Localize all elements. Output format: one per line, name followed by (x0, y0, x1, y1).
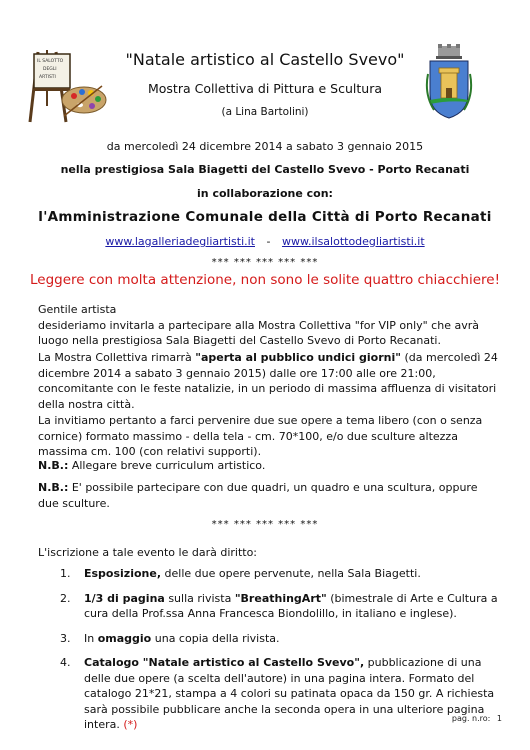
greeting: Gentile artista (38, 303, 117, 316)
logo-sign-line2: DEGLI (43, 67, 57, 72)
list-item (38, 566, 498, 582)
separator-stars-2: *** *** *** *** *** (211, 519, 319, 530)
separator-stars: *** *** *** *** *** (211, 257, 319, 268)
opening-paragraph (38, 350, 498, 412)
salotto-link[interactable]: www.ilsalottodegliartisti.it (281, 235, 425, 248)
event-subtitle: Mostra Collettiva di Pittura e Scultura (147, 81, 383, 96)
item-text: pubblicazione di una delle due opere (a scelta dell'autore) in una pagina intera. Formato del catalogo 21*21, stampa a 4 colori su patinata opaca da 150 gr. A richiesta sarà possibile pubblicare anche la seconda opera in una ulteriore pagina intera. (84, 656, 495, 731)
nb1-text: Allegare breve curriculum artistico. (68, 459, 266, 472)
intro-text: desideriamo invitarla a partecipare alla Mostra Collettiva "for VIP only" che avrà luogo nella prestigiosa Sala Biagetti del Castello Svevo di Porto Recanati. (38, 318, 479, 347)
municipal-administration: l'Amministrazione Comunale della Città di Porto Recanati (38, 209, 492, 225)
footnote-marker: (*) (123, 718, 138, 731)
event-dates: da mercoledì 24 dicembre 2014 a sabato 3 gennaio 2015 (106, 140, 424, 153)
item-bold: 1/3 di pagina (84, 591, 165, 605)
logo-sign-line3: ARTISTI (39, 75, 56, 80)
nb2-text: E' possibile partecipare con due quadri, un quadro e una scultura, oppure due sculture. (38, 481, 478, 510)
rights-intro: L'iscrizione a tale evento le darà diritto: (38, 546, 258, 559)
links-row (0, 235, 530, 248)
event-venue: nella prestigiosa Sala Biagetti del Castello Svevo - Porto Recanati (60, 163, 470, 176)
page-num: 1 (496, 714, 502, 723)
dedication: (a Lina Bartolini) (221, 106, 309, 118)
item-number: 2. (60, 591, 71, 605)
note-participation (38, 480, 498, 511)
item-text: sulla rivista (164, 591, 235, 605)
item-bold: Esposizione, (84, 567, 162, 580)
benefits-list (38, 566, 498, 733)
page-label: pag. n.ro: (451, 714, 491, 723)
nb2-label: N.B.: (38, 481, 69, 494)
item-number: 3. (60, 631, 71, 645)
greeting-paragraph (38, 302, 498, 349)
item-bold: Catalogo "Natale artistico al Castello Svevo", (84, 656, 365, 669)
item-number: 1. (60, 567, 71, 580)
item-text: una copia della rivista. (151, 631, 280, 645)
p2-before: La Mostra Collettiva rimarrà (38, 351, 196, 364)
nb1-label: N.B.: (38, 459, 69, 472)
p2-bold: "aperta al pubblico undici giorni" (195, 351, 401, 364)
event-title: "Natale artistico al Castello Svevo" (125, 50, 405, 69)
item-text-2: (bimestrale di Arte e Cultura a cura della Prof.ssa Anna Francesca Biondolillo, in italiano e inglese). (84, 591, 498, 620)
page-number (452, 714, 502, 723)
p2-after: (da mercoledì 24 dicembre 2014 a sabato 3 gennaio 2015) dalle ore 17:00 alle ore 21:00, concomitante con le feste natalizie, in un periodo di massima affluenza di visitatori della nostra città. (38, 351, 498, 411)
list-item (38, 631, 498, 647)
item-text: delle due opere pervenute, nella Sala Biagetti. (161, 567, 421, 580)
item-number: 4. (60, 656, 71, 669)
item-text-0: In (84, 631, 98, 645)
list-item (38, 591, 498, 622)
warning-message: Leggere con molta attenzione, non sono le solite quattro chiacchiere! (29, 272, 500, 288)
gallery-link[interactable]: www.lagalleriadegliartisti.it (105, 235, 255, 248)
logo-sign-line1: IL SALOTTO (37, 59, 64, 64)
works-paragraph: La invitiamo pertanto a farci pervenire due sue opere a tema libero (con o senza cornice) formato massimo - della tela - cm. 70*100, e/o due sculture altezza massima cm. 100 (con relativi supporti). (38, 414, 483, 458)
magazine-name: "BreathingArt" (234, 591, 327, 605)
collaboration-intro: in collaborazione con: (197, 187, 333, 200)
list-item (38, 655, 498, 733)
link-separator: - (266, 235, 271, 248)
item-bold: omaggio (97, 631, 152, 645)
note-curriculum (38, 458, 498, 474)
